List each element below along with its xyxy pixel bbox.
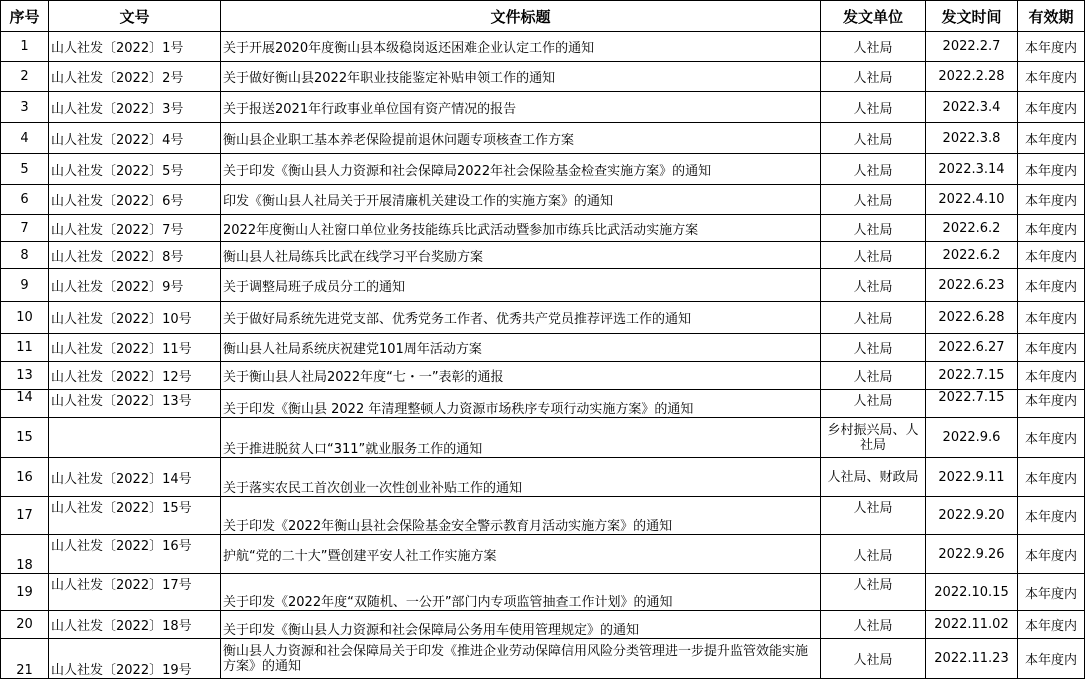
- cell-issuer: 人社局: [821, 32, 926, 62]
- cell-issuer: 人社局: [821, 185, 926, 215]
- table-row: [1, 535, 1085, 574]
- cell-issuer: 人社局: [821, 92, 926, 123]
- cell-doc-number: 山人社发〔2022〕9号: [49, 269, 221, 302]
- cell-date: 2022.3.8: [926, 123, 1018, 154]
- cell-date: 2022.2.7: [926, 32, 1018, 62]
- cell-doc-number: 山人社发〔2022〕15号: [49, 497, 221, 535]
- table-row: [1, 269, 1085, 302]
- header-doc-number: 文号: [49, 1, 221, 32]
- cell-doc-number: 山人社发〔2022〕18号: [49, 611, 221, 639]
- cell-doc-number: 山人社发〔2022〕2号: [49, 62, 221, 92]
- cell-validity: 本年度内: [1018, 362, 1085, 390]
- cell-validity: 本年度内: [1018, 62, 1085, 92]
- cell-seq: 17: [1, 497, 49, 535]
- cell-date: 2022.11.23: [926, 639, 1018, 679]
- cell-issuer: 人社局: [821, 215, 926, 242]
- cell-doc-number: 山人社发〔2022〕1号: [49, 32, 221, 62]
- cell-date: 2022.9.20: [926, 497, 1018, 535]
- cell-seq: 21: [1, 639, 49, 679]
- table-row: [1, 334, 1085, 362]
- cell-validity: 本年度内: [1018, 497, 1085, 535]
- table-row: [1, 185, 1085, 215]
- cell-title: 关于印发《衡山县人力资源和社会保障局2022年社会保险基金检查实施方案》的通知: [221, 154, 821, 185]
- cell-issuer: 人社局: [821, 123, 926, 154]
- cell-title: 关于报送2021年行政事业单位国有资产情况的报告: [221, 92, 821, 123]
- cell-date: 2022.7.15: [926, 362, 1018, 390]
- table-row: [1, 242, 1085, 269]
- table-row: [1, 458, 1085, 497]
- cell-doc-number: 山人社发〔2022〕11号: [49, 334, 221, 362]
- cell-issuer: 人社局: [821, 154, 926, 185]
- cell-date: 2022.10.15: [926, 574, 1018, 611]
- cell-validity: 本年度内: [1018, 418, 1085, 458]
- cell-doc-number: 山人社发〔2022〕7号: [49, 215, 221, 242]
- cell-doc-number: [49, 418, 221, 458]
- header-validity: 有效期: [1018, 1, 1085, 32]
- cell-issuer: 人社局、财政局: [821, 458, 926, 497]
- cell-validity: 本年度内: [1018, 535, 1085, 574]
- cell-validity: 本年度内: [1018, 574, 1085, 611]
- cell-validity: 本年度内: [1018, 154, 1085, 185]
- table-row: [1, 92, 1085, 123]
- header-title: 文件标题: [221, 1, 821, 32]
- cell-title: 衡山县人社局系统庆祝建党101周年活动方案: [221, 334, 821, 362]
- cell-title: 关于印发《2022年衡山县社会保险基金安全警示教育月活动实施方案》的通知: [221, 497, 821, 535]
- cell-title: 关于印发《衡山县人力资源和社会保障局公务用车使用管理规定》的通知: [221, 611, 821, 639]
- cell-seq: 7: [1, 215, 49, 242]
- cell-date: 2022.7.15: [926, 390, 1018, 418]
- cell-title: 关于做好局系统先进党支部、优秀党务工作者、优秀共产党员推荐评选工作的通知: [221, 302, 821, 334]
- cell-title: 护航“党的二十大”暨创建平安人社工作实施方案: [221, 535, 821, 574]
- cell-validity: 本年度内: [1018, 334, 1085, 362]
- cell-issuer: 人社局: [821, 302, 926, 334]
- cell-doc-number: 山人社发〔2022〕6号: [49, 185, 221, 215]
- cell-issuer: 乡村振兴局、人社局: [821, 418, 926, 458]
- cell-validity: 本年度内: [1018, 32, 1085, 62]
- table-row: [1, 32, 1085, 62]
- cell-issuer: 人社局: [821, 535, 926, 574]
- cell-seq: 6: [1, 185, 49, 215]
- table-row: [1, 154, 1085, 185]
- cell-issuer: 人社局: [821, 639, 926, 679]
- cell-title: 衡山县人力资源和社会保障局关于印发《推进企业劳动保障信用风险分类管理进一步提升监管效能实施方案》的通知: [221, 639, 821, 679]
- table-row: [1, 215, 1085, 242]
- cell-seq: 1: [1, 32, 49, 62]
- cell-title: 2022年度衡山人社窗口单位业务技能练兵比武活动暨参加市练兵比武活动实施方案: [221, 215, 821, 242]
- cell-issuer: 人社局: [821, 334, 926, 362]
- cell-date: 2022.6.28: [926, 302, 1018, 334]
- cell-date: 2022.3.14: [926, 154, 1018, 185]
- cell-seq: 11: [1, 334, 49, 362]
- cell-title: 衡山县企业职工基本养老保险提前退休问题专项核查工作方案: [221, 123, 821, 154]
- cell-issuer: 人社局: [821, 269, 926, 302]
- cell-date: 2022.6.23: [926, 269, 1018, 302]
- cell-issuer: 人社局: [821, 497, 926, 535]
- cell-doc-number: 山人社发〔2022〕16号: [49, 535, 221, 574]
- table-row: [1, 497, 1085, 535]
- header-seq: 序号: [1, 1, 49, 32]
- cell-seq: 14: [1, 390, 49, 418]
- cell-date: 2022.6.2: [926, 215, 1018, 242]
- cell-seq: 4: [1, 123, 49, 154]
- cell-doc-number: 山人社发〔2022〕5号: [49, 154, 221, 185]
- cell-seq: 19: [1, 574, 49, 611]
- cell-seq: 20: [1, 611, 49, 639]
- cell-date: 2022.4.10: [926, 185, 1018, 215]
- cell-doc-number: 山人社发〔2022〕12号: [49, 362, 221, 390]
- header-date: 发文时间: [926, 1, 1018, 32]
- cell-seq: 15: [1, 418, 49, 458]
- table-row: [1, 302, 1085, 334]
- cell-title: 关于做好衡山县2022年职业技能鉴定补贴申领工作的通知: [221, 62, 821, 92]
- cell-date: 2022.6.2: [926, 242, 1018, 269]
- cell-validity: 本年度内: [1018, 123, 1085, 154]
- cell-date: 2022.9.6: [926, 418, 1018, 458]
- cell-validity: 本年度内: [1018, 390, 1085, 418]
- table-row: [1, 574, 1085, 611]
- cell-issuer: 人社局: [821, 390, 926, 418]
- cell-title: 关于调整局班子成员分工的通知: [221, 269, 821, 302]
- cell-doc-number: 山人社发〔2022〕13号: [49, 390, 221, 418]
- cell-seq: 10: [1, 302, 49, 334]
- cell-title: 关于印发《衡山县 2022 年清理整顿人力资源市场秩序专项行动实施方案》的通知: [221, 390, 821, 418]
- cell-issuer: 人社局: [821, 62, 926, 92]
- cell-title: 关于衡山县人社局2022年度“七・一”表彰的通报: [221, 362, 821, 390]
- cell-title: 关于落实农民工首次创业一次性创业补贴工作的通知: [221, 458, 821, 497]
- header-row: [1, 1, 1085, 32]
- table-row: [1, 62, 1085, 92]
- cell-issuer: 人社局: [821, 611, 926, 639]
- cell-validity: 本年度内: [1018, 458, 1085, 497]
- cell-date: 2022.6.27: [926, 334, 1018, 362]
- cell-issuer: 人社局: [821, 242, 926, 269]
- cell-doc-number: 山人社发〔2022〕8号: [49, 242, 221, 269]
- cell-issuer: 人社局: [821, 362, 926, 390]
- header-issuer: 发文单位: [821, 1, 926, 32]
- cell-doc-number: 山人社发〔2022〕17号: [49, 574, 221, 611]
- cell-validity: 本年度内: [1018, 269, 1085, 302]
- table-row: [1, 611, 1085, 639]
- cell-doc-number: 山人社发〔2022〕14号: [49, 458, 221, 497]
- cell-validity: 本年度内: [1018, 92, 1085, 123]
- table-row: [1, 123, 1085, 154]
- table-row: [1, 639, 1085, 679]
- cell-title: 衡山县人社局练兵比武在线学习平台奖励方案: [221, 242, 821, 269]
- cell-validity: 本年度内: [1018, 185, 1085, 215]
- cell-date: 2022.9.26: [926, 535, 1018, 574]
- cell-doc-number: 山人社发〔2022〕3号: [49, 92, 221, 123]
- cell-seq: 8: [1, 242, 49, 269]
- cell-issuer: 人社局: [821, 574, 926, 611]
- cell-date: 2022.3.4: [926, 92, 1018, 123]
- cell-seq: 3: [1, 92, 49, 123]
- cell-date: 2022.2.28: [926, 62, 1018, 92]
- cell-date: 2022.11.02: [926, 611, 1018, 639]
- cell-seq: 9: [1, 269, 49, 302]
- table-row: [1, 362, 1085, 390]
- cell-seq: 2: [1, 62, 49, 92]
- cell-doc-number: 山人社发〔2022〕4号: [49, 123, 221, 154]
- cell-validity: 本年度内: [1018, 639, 1085, 679]
- cell-title: 关于开展2020年度衡山县本级稳岗返还困难企业认定工作的通知: [221, 32, 821, 62]
- cell-validity: 本年度内: [1018, 242, 1085, 269]
- cell-title: 印发《衡山县人社局关于开展清廉机关建设工作的实施方案》的通知: [221, 185, 821, 215]
- cell-seq: 13: [1, 362, 49, 390]
- cell-seq: 5: [1, 154, 49, 185]
- cell-validity: 本年度内: [1018, 611, 1085, 639]
- table-row: [1, 390, 1085, 418]
- cell-doc-number: 山人社发〔2022〕10号: [49, 302, 221, 334]
- cell-validity: 本年度内: [1018, 302, 1085, 334]
- cell-validity: 本年度内: [1018, 215, 1085, 242]
- cell-title: 关于印发《2022年度“双随机、一公开”部门内专项监管抽查工作计划》的通知: [221, 574, 821, 611]
- cell-date: 2022.9.11: [926, 458, 1018, 497]
- table-row: [1, 418, 1085, 458]
- cell-title: 关于推进脱贫人口“311”就业服务工作的通知: [221, 418, 821, 458]
- cell-seq: 18: [1, 535, 49, 574]
- cell-seq: 16: [1, 458, 49, 497]
- cell-doc-number: 山人社发〔2022〕19号: [49, 639, 221, 679]
